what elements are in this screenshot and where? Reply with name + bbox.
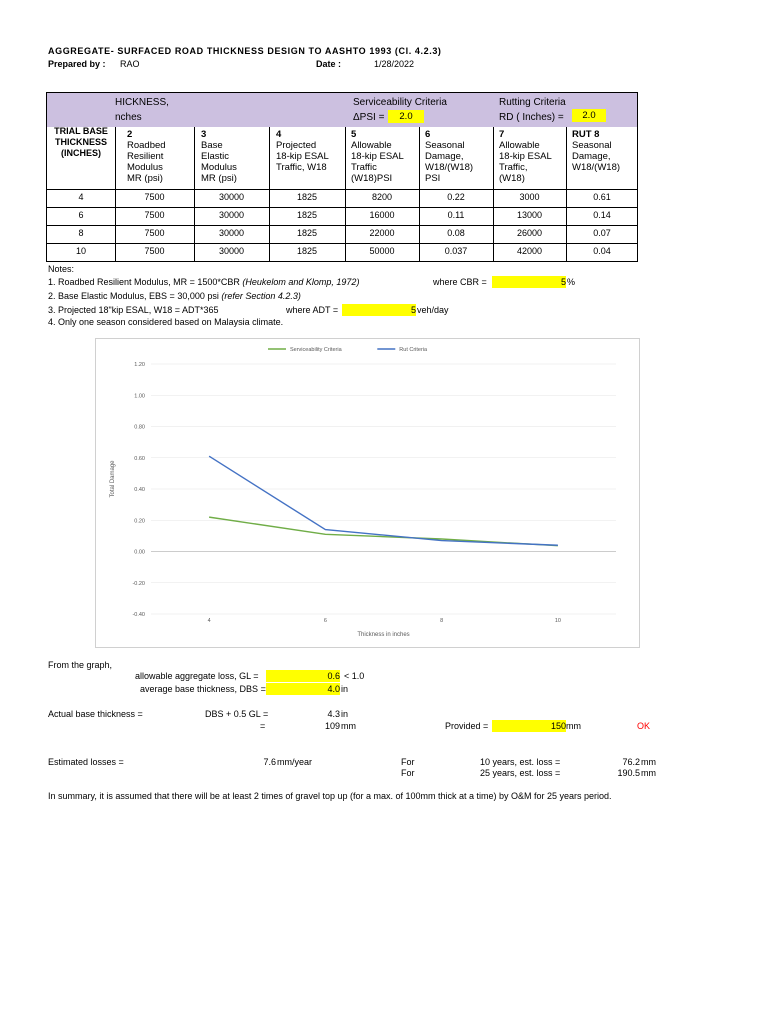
x-tick-label: 6 (323, 618, 327, 624)
for-25-value: 190.5 (617, 768, 640, 778)
date-value: 1/28/2022 (374, 59, 415, 69)
table-cell: 1825 (296, 192, 318, 202)
actual-label: Actual base thickness = (48, 709, 143, 719)
gl-value: 0.6 (266, 670, 340, 682)
damage-chart (95, 338, 640, 648)
actual-formula: DBS + 0.5 GL = (205, 709, 269, 719)
psi-label: ΔPSI = (353, 112, 385, 123)
prepared-label: Prepared by : (48, 59, 106, 69)
provided-unit: mm (566, 721, 581, 731)
table-cell: 6 (78, 210, 84, 220)
table-cell: 0.22 (447, 192, 465, 202)
table-cell: 0.08 (447, 228, 465, 238)
adt-value: 5 (342, 304, 416, 316)
provided-label: Provided = (445, 721, 489, 731)
table-cell: 22000 (369, 228, 395, 238)
legend-entry: Serviceability Criteria (290, 347, 342, 353)
serviceability-label: Serviceability Criteria (353, 97, 447, 108)
table-cell: 1825 (296, 228, 318, 238)
table-cell: 8 (78, 228, 84, 238)
y-tick-label: -0.20 (132, 580, 145, 587)
psi-value: 2.0 (388, 110, 424, 123)
x-tick-label: 4 (207, 618, 211, 624)
actual-in-unit: in (341, 709, 349, 719)
note-4: 4. Only one season considered based on Malaysia climate. (48, 317, 284, 327)
note-3: 3. Projected 18"kip ESAL, W18 = ADT*365 (48, 305, 219, 315)
table-cell: 30000 (218, 246, 245, 256)
dbs-unit: in (341, 684, 349, 694)
page-title: AGGREGATE- SURFACED ROAD THICKNESS DESIGN TO AASHTO 1993 (Cl. 4.2.3) (48, 46, 442, 56)
column-header-2: 2 Roadbed Resilient Modulus MR (psi) (127, 129, 166, 184)
prepared-value: RAO (120, 59, 140, 69)
x-tick-label: 8 (440, 618, 444, 624)
y-tick-label: -0.40 (132, 612, 145, 618)
rutting-label: Rutting Criteria (499, 97, 566, 108)
legend-entry: Rut Criteria (399, 347, 428, 353)
column-header-7: 7 Allowable 18-kip ESAL Traffic, (W18) (499, 129, 552, 184)
gl-suffix: < 1.0 (344, 671, 365, 681)
x-tick-label: 10 (554, 618, 561, 624)
dbs-label: average base thickness, DBS = (140, 684, 266, 694)
date-label: Date : (316, 59, 342, 69)
column-header-3: 3 Base Elastic Modulus MR (psi) (201, 129, 237, 184)
for-25-label: For (401, 768, 415, 778)
y-tick-label: 0.20 (134, 518, 145, 525)
table-cell: 0.037 (444, 246, 468, 256)
losses-unit: mm/year (277, 757, 313, 767)
for-10-value: 76.2 (622, 757, 640, 767)
table-cell: 0.61 (593, 192, 611, 202)
provided-value: 150 (492, 720, 566, 732)
table-cell: 7500 (144, 228, 165, 238)
y-tick-label: 0.00 (134, 549, 145, 556)
adt-unit: veh/day (417, 305, 449, 315)
table-cell: 42000 (516, 246, 543, 256)
column-header-4: 4 Projected 18-kip ESAL Traffic, W18 (276, 129, 329, 173)
table-cell: 0.04 (593, 246, 611, 256)
x-axis-label: Thickness in inches (357, 632, 410, 638)
rd-label: RD ( Inches) = (499, 112, 564, 123)
cbr-unit: % (567, 277, 576, 287)
band-left-line2: nches (115, 112, 142, 123)
y-tick-label: 1.20 (134, 362, 145, 368)
y-tick-label: 1.00 (134, 393, 145, 400)
note-1: 1. Roadbed Resilient Modulus, MR = 1500*CBR (Heukelom and Klomp, 1972) (48, 277, 360, 287)
table-cell: 0.11 (447, 210, 465, 220)
table-cell: 30000 (218, 192, 245, 202)
for-10-unit: mm (641, 757, 656, 767)
notes-heading: Notes: (48, 264, 75, 274)
table-cell: 7500 (144, 192, 165, 202)
for-10-label: For (401, 757, 415, 767)
cbr-value: 5 (492, 276, 566, 288)
table-cell: 10 (75, 246, 86, 256)
table-cell: 7500 (144, 210, 165, 220)
table-cell: 4 (78, 192, 84, 202)
damage-chart-svg (96, 339, 641, 649)
for-10-text: 10 years, est. loss = (480, 757, 561, 767)
summary-text: In summary, it is assumed that there will be at least 2 times of gravel top up (for a max. of 100mm thick at a time) by O&M for 25 years period. (48, 791, 612, 801)
actual-eq: = (260, 721, 266, 731)
table-cell: 26000 (516, 228, 543, 238)
table-cell: 0.14 (593, 210, 611, 220)
trial-base-label: TRIAL BASE THICKNESS (INCHES) (54, 126, 108, 158)
y-tick-label: 0.60 (134, 455, 145, 462)
table-cell: 30000 (218, 228, 245, 238)
design-table (46, 92, 638, 262)
for-25-text: 25 years, est. loss = (480, 768, 561, 778)
table-cell: 13000 (516, 210, 543, 220)
y-tick-label: 0.80 (134, 424, 145, 431)
rd-value: 2.0 (572, 109, 606, 122)
table-cell: 50000 (369, 246, 395, 256)
actual-in: 4.3 (327, 709, 340, 719)
table-cell: 7500 (144, 246, 165, 256)
table-cell: 1825 (296, 246, 318, 256)
dbs-value: 4.0 (266, 683, 340, 695)
series-line-rut-criteria (209, 456, 558, 545)
adt-label: where ADT = (286, 305, 339, 315)
cbr-label: where CBR = (433, 277, 487, 287)
ok-status: OK (637, 721, 651, 731)
table-cell: 3000 (519, 192, 540, 202)
actual-mm-unit: mm (341, 721, 356, 731)
gl-label: allowable aggregate loss, GL = (135, 671, 259, 681)
column-header-8: RUT 8 Seasonal Damage, W18/(W18) (572, 129, 621, 173)
y-axis-label: Total Damage (110, 460, 116, 498)
table-cell: 16000 (369, 210, 395, 220)
column-header-5: 5 Allowable 18-kip ESAL Traffic (W18)PSI (351, 129, 404, 184)
note-2: 2. Base Elastic Modulus, EBS = 30,000 psi (refer Section 4.2.3) (48, 291, 301, 301)
series-line-serviceability-criteria (209, 517, 558, 546)
table-cell: 1825 (296, 210, 318, 220)
y-tick-label: 0.40 (134, 487, 145, 493)
band-left-line1: HICKNESS, (115, 97, 169, 108)
losses-value: 7.6 (263, 757, 276, 767)
table-cell: 8200 (371, 192, 393, 202)
table-cell: 0.07 (593, 228, 611, 238)
table-cell: 30000 (218, 210, 245, 220)
for-25-unit: mm (641, 768, 656, 778)
actual-mm: 109 (324, 721, 340, 731)
losses-label: Estimated losses = (48, 757, 124, 767)
from-graph: From the graph, (48, 660, 113, 670)
column-header-6: 6 Seasonal Damage, W18/(W18) PSI (425, 129, 474, 184)
